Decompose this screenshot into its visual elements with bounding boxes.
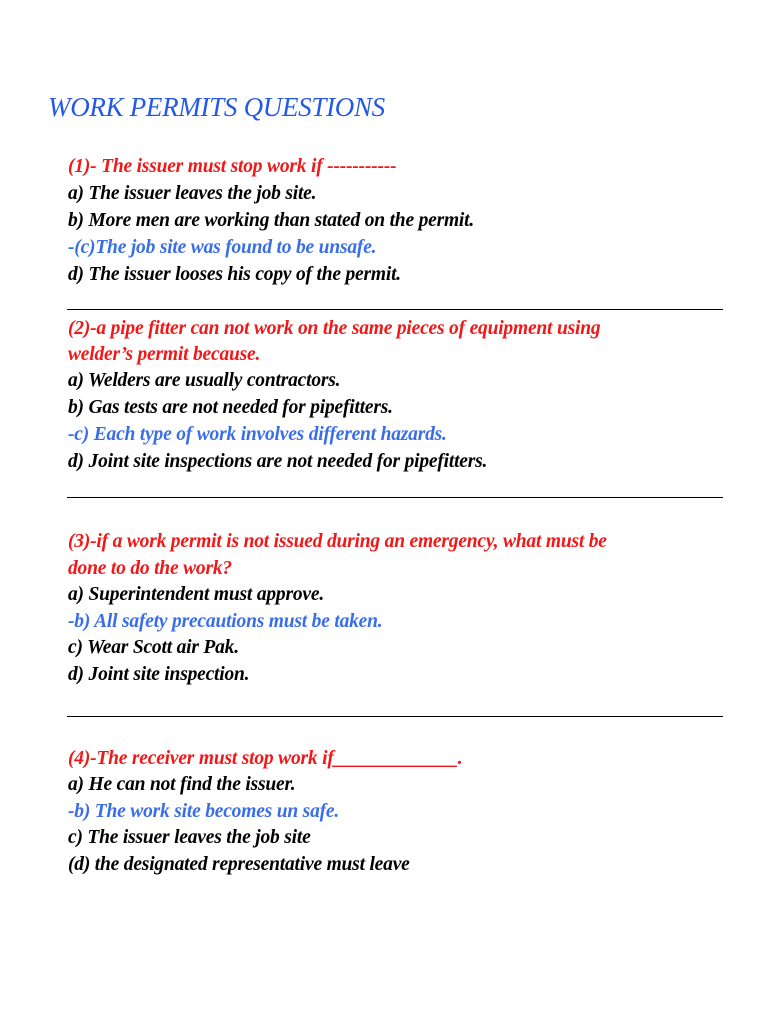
question-2-text-line-1: (2)-a pipe fitter can not work on the same pieces of equipment using [68, 318, 601, 339]
question-2-option-a: a) Welders are usually contractors. [68, 370, 341, 391]
question-3-text-line-2: done to do the work? [68, 558, 232, 579]
question-2-answer-c: -c) Each type of work involves different hazards. [68, 424, 447, 445]
question-1-text: (1)- The issuer must stop work if ----------- [68, 156, 397, 177]
question-4-option-c: c) The issuer leaves the job site [68, 827, 311, 848]
page-title: WORK PERMITS QUESTIONS [48, 92, 385, 122]
question-1-option-a: a) The issuer leaves the job site. [68, 183, 317, 204]
question-3-option-c: c) Wear Scott air Pak. [68, 637, 239, 658]
question-3-answer-b: -b) All safety precautions must be taken. [68, 611, 383, 632]
question-2-option-b: b) Gas tests are not needed for pipefitters. [68, 397, 393, 418]
question-4-answer-b: -b) The work site becomes un safe. [68, 801, 340, 822]
question-4-option-d: (d) the designated representative must leave [68, 854, 410, 875]
question-1-option-d: d) The issuer looses his copy of the permit. [68, 264, 401, 285]
divider [67, 309, 723, 310]
question-4-text: (4)-The receiver must stop work if_____________. [68, 748, 463, 769]
question-3-option-a: a) Superintendent must approve. [68, 584, 324, 605]
question-2-option-d: d) Joint site inspections are not needed for pipefitters. [68, 451, 488, 472]
divider [67, 716, 723, 717]
question-2-text-line-2: welder’s permit because. [68, 344, 261, 365]
question-3-text-line-1: (3)-if a work permit is not issued during an emergency, what must be [68, 531, 607, 552]
question-1-option-b: b) More men are working than stated on the permit. [68, 210, 475, 231]
divider [67, 497, 723, 498]
question-1-answer-c: -(c)The job site was found to be unsafe. [68, 237, 377, 258]
question-3-option-d: d) Joint site inspection. [68, 664, 250, 685]
question-4-option-a: a) He can not find the issuer. [68, 774, 296, 795]
